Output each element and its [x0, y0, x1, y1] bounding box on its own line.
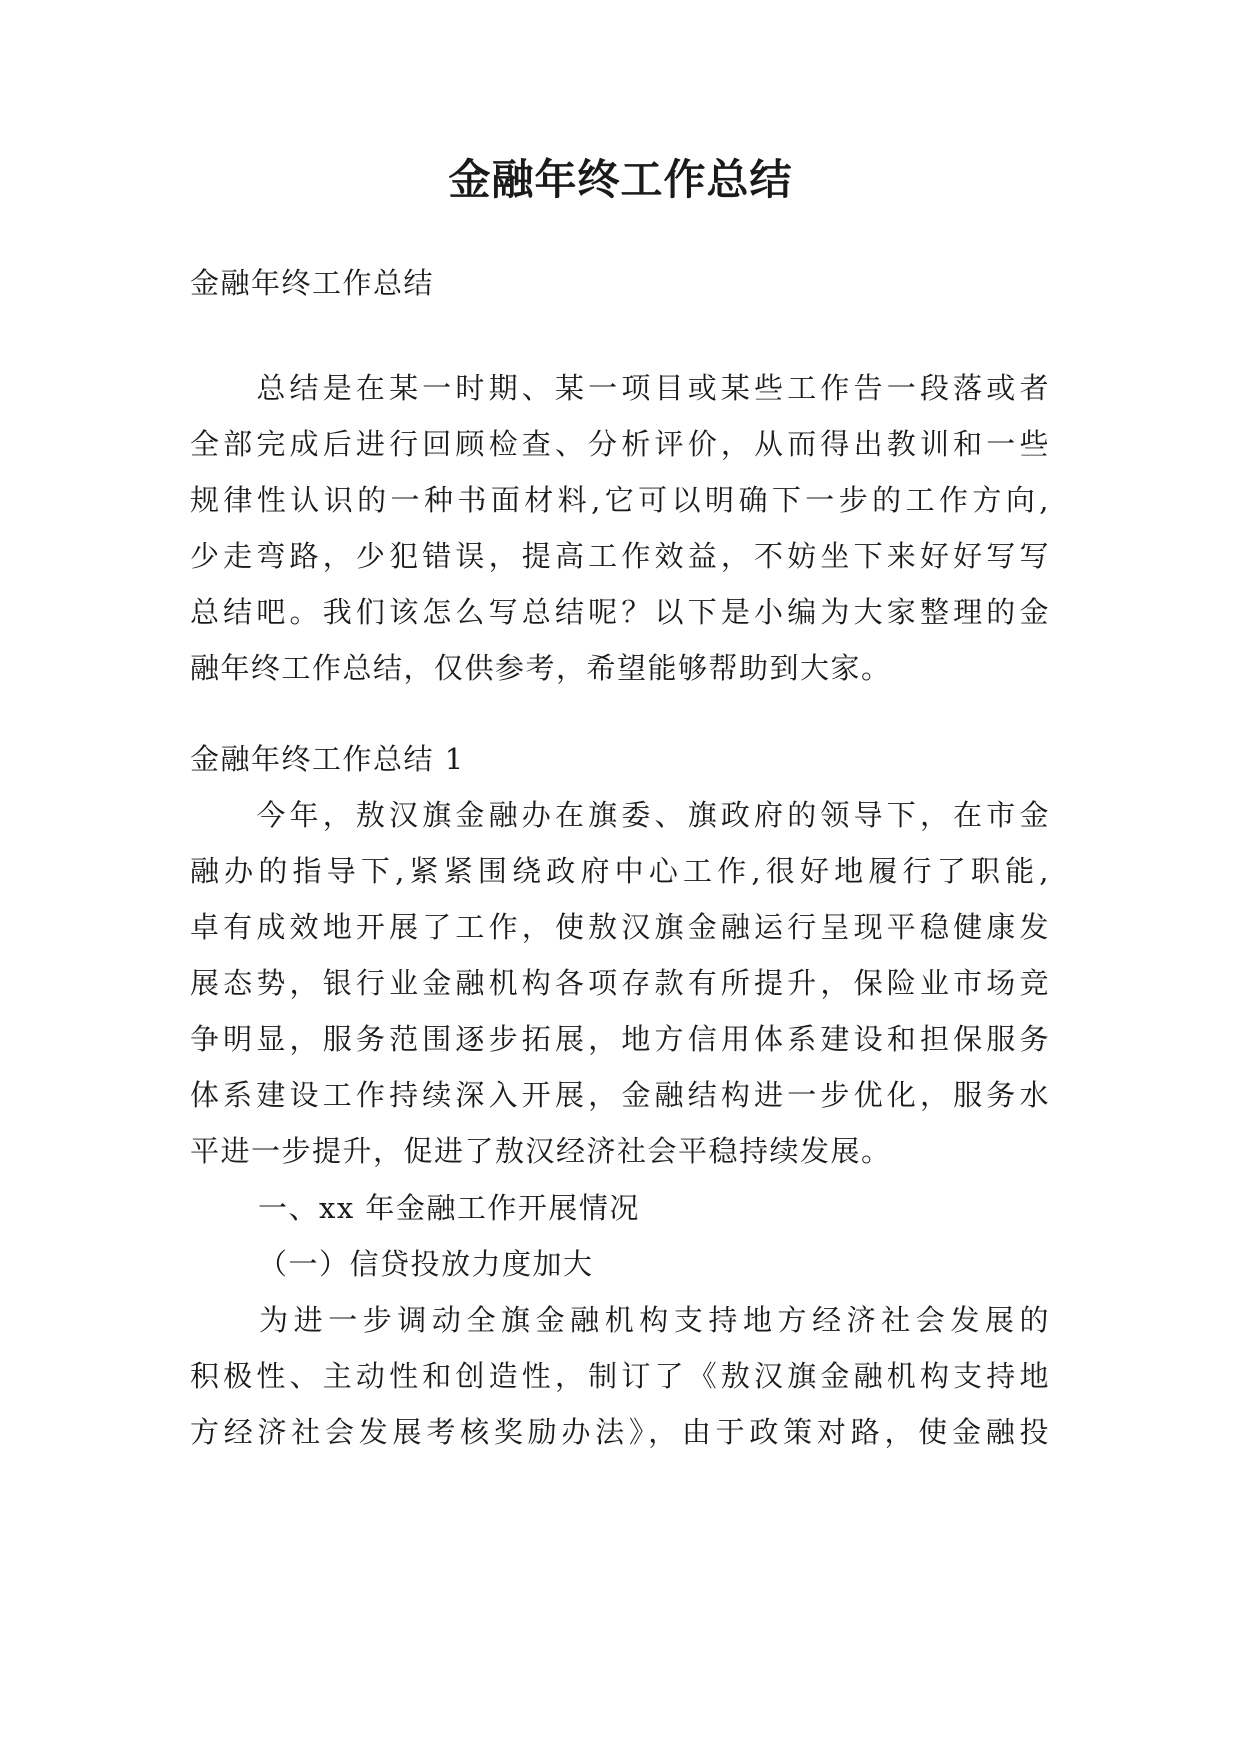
document-title: 金融年终工作总结 [448, 155, 793, 204]
section1-line: 体系建设工作持续深入开展，金融结构进一步优化，服务水 [190, 1078, 1050, 1112]
section1-line: 争明显，服务范围逐步拓展，地方信用体系建设和担保服务 [190, 1022, 1050, 1056]
credit-paragraph [190, 1292, 1050, 1460]
section1-line: 展态势，银行业金融机构各项存款有所提升，保险业市场竞 [190, 966, 1050, 1000]
section1-line: 平进一步提升，促进了敖汉经济社会平稳持续发展。 [190, 1134, 892, 1168]
credit-line: 方经济社会发展考核奖励办法》，由于政策对路，使金融投 [190, 1415, 1050, 1449]
section1-line: 今年，敖汉旗金融办在旗委、旗政府的领导下，在市金 [190, 798, 1050, 832]
intro-paragraph [190, 360, 1050, 696]
section-heading: 金融年终工作总结 1 [190, 742, 465, 776]
credit-line: 为进一步调动全旗金融机构支持地方经济社会发展的 [190, 1303, 1050, 1337]
document-subtitle: 金融年终工作总结 [190, 266, 435, 300]
intro-line: 融年终工作总结，仅供参考，希望能够帮助到大家。 [190, 651, 892, 685]
subheading-credit: （一）信贷投放力度加大 [258, 1247, 594, 1281]
intro-line: 总结吧。我们该怎么写总结呢？以下是小编为大家整理的金 [190, 595, 1050, 629]
intro-line: 规律性认识的一种书面材料,它可以明确下一步的工作方向, [190, 483, 1050, 517]
section1-line: 卓有成效地开展了工作，使敖汉旗金融运行呈现平稳健康发 [190, 910, 1050, 944]
section1-paragraph [190, 787, 1050, 1179]
intro-line: 全部完成后进行回顾检查、分析评价，从而得出教训和一些 [190, 427, 1050, 461]
section1-line: 融办的指导下,紧紧围绕政府中心工作,很好地履行了职能, [190, 854, 1050, 888]
intro-line: 少走弯路，少犯错误，提高工作效益，不妨坐下来好好写写 [190, 539, 1050, 573]
credit-line: 积极性、主动性和创造性，制订了《敖汉旗金融机构支持地 [190, 1359, 1050, 1393]
subheading-overview: 一、xx 年金融工作开展情况 [258, 1191, 640, 1225]
intro-line: 总结是在某一时期、某一项目或某些工作告一段落或者 [190, 371, 1050, 405]
